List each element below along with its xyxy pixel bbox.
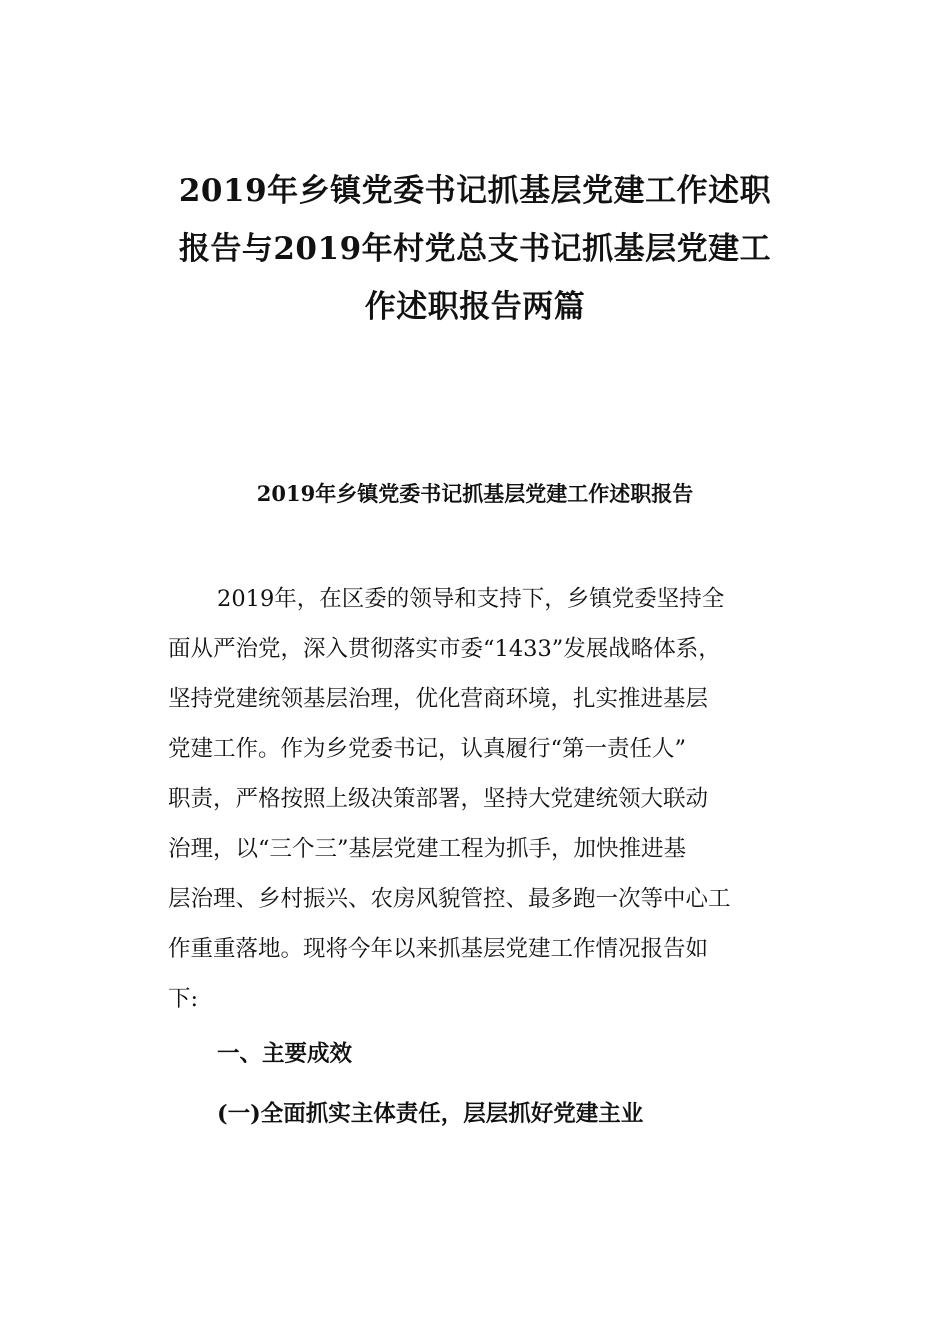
paragraph-line: 层治理、乡村振兴、农房风貌管控、最多跑一次等中心工 — [168, 886, 731, 912]
title-line-2: 报告与2019年村党总支书记抓基层党建工 — [178, 231, 772, 267]
paragraph-line: 坚持党建统领基层治理，优化营商环境，扎实推进基层 — [168, 686, 709, 712]
sub-heading: (一)全面抓实主体责任，层层抓好党建主业 — [217, 1101, 644, 1127]
paragraph-line: 面从严治党，深入贯彻落实市委“1433”发展战略体系， — [168, 636, 721, 662]
paragraph-line: 2019年，在区委的领导和支持下，乡镇党委坚持全 — [217, 586, 725, 612]
paragraph-line: 党建工作。作为乡党委书记，认真履行“第一责任人” — [168, 736, 687, 762]
paragraph-line: 下: — [168, 986, 199, 1012]
title-line-1: 2019年乡镇党委书记抓基层党建工作述职 — [178, 173, 772, 209]
intro-paragraph — [168, 574, 808, 1024]
paragraph-line: 作重重落地。现将今年以来抓基层党建工作情况报告如 — [168, 936, 709, 962]
title-line-3: 作述职报告两篇 — [364, 289, 586, 325]
document-title — [150, 162, 800, 336]
paragraph-line: 职责，严格按照上级决策部署，坚持大党建统领大联动 — [168, 786, 709, 812]
section-heading: 一、主要成效 — [217, 1041, 353, 1067]
paragraph-line: 治理，以“三个三”基层党建工程为抓手，加快推进基 — [168, 836, 687, 862]
report-subtitle: 2019年乡镇党委书记抓基层党建工作述职报告 — [256, 481, 694, 506]
